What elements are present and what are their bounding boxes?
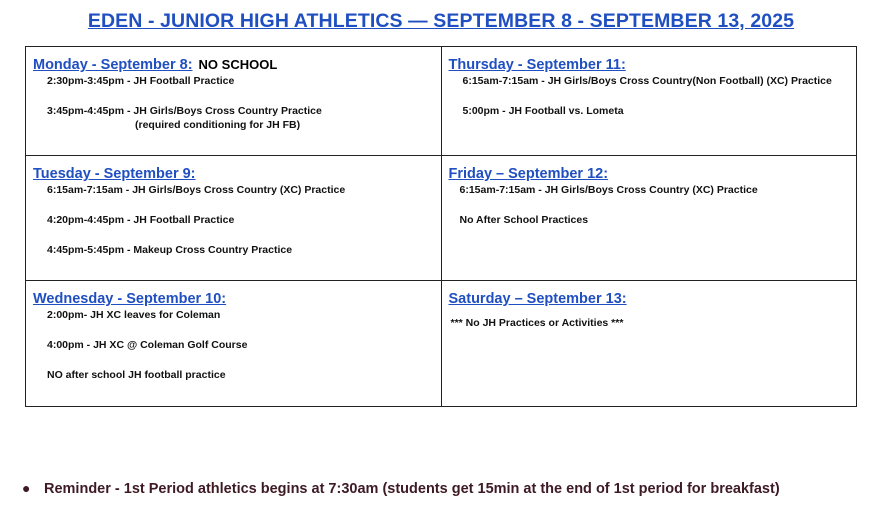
schedule-entry: *** No JH Practices or Activities *** — [450, 317, 624, 329]
day-label-thursday: Thursday - September 11: — [448, 57, 626, 73]
day-label-saturday: Saturday – September 13: — [448, 291, 627, 307]
day-label-tuesday: Tuesday - September 9: — [33, 166, 196, 182]
schedule-entry: No After School Practices — [459, 214, 589, 226]
day-cell-friday — [441, 156, 857, 281]
schedule-entry: 5:00pm - JH Football vs. Lometa — [462, 105, 624, 117]
schedule-entry: 6:15am-7:15am - JH Girls/Boys Cross Country (XC) Practice — [459, 184, 758, 196]
reminder-text: Reminder - 1st Period athletics begins at 7:30am (students get 15min at the end of 1st period for breakfast) — [44, 481, 780, 497]
weekly-schedule-table — [25, 46, 857, 407]
schedule-entry: 6:15am-7:15am - JH Girls/Boys Cross Country(Non Football) (XC) Practice — [462, 75, 832, 87]
day-cell-monday — [26, 47, 442, 156]
day-label-wednesday: Wednesday - September 10: — [33, 291, 227, 307]
day-label-friday: Friday – September 12: — [448, 166, 609, 182]
reminder-note — [22, 480, 780, 497]
schedule-entry-note: (required conditioning for JH FB) — [135, 119, 301, 131]
schedule-entry: 6:15am-7:15am - JH Girls/Boys Cross Country (XC) Practice — [47, 184, 346, 196]
bullet-icon: ● — [22, 480, 31, 496]
schedule-entry: 4:45pm-5:45pm - Makeup Cross Country Practice — [47, 244, 293, 256]
schedule-entry: 2:30pm-3:45pm - JH Football Practice — [47, 75, 235, 87]
day-cell-saturday — [441, 281, 857, 407]
day-cell-wednesday — [26, 281, 442, 407]
day-label-monday: Monday - September 8: — [33, 57, 193, 73]
schedule-entry: NO after school JH football practice — [47, 369, 226, 381]
schedule-entry: 2:00pm- JH XC leaves for Coleman — [47, 309, 221, 321]
schedule-entry: 4:00pm - JH XC @ Coleman Golf Course — [47, 339, 248, 351]
page-title: EDEN - JUNIOR HIGH ATHLETICS — SEPTEMBER 8 - SEPTEMBER 13, 2025 — [87, 10, 795, 32]
day-cell-tuesday — [26, 156, 442, 281]
day-cell-thursday — [441, 47, 857, 156]
schedule-entry: 3:45pm-4:45pm - JH Girls/Boys Cross Country Practice — [47, 105, 322, 117]
schedule-entry: 4:20pm-4:45pm - JH Football Practice — [47, 214, 235, 226]
no-school-note: NO SCHOOL — [198, 57, 278, 72]
